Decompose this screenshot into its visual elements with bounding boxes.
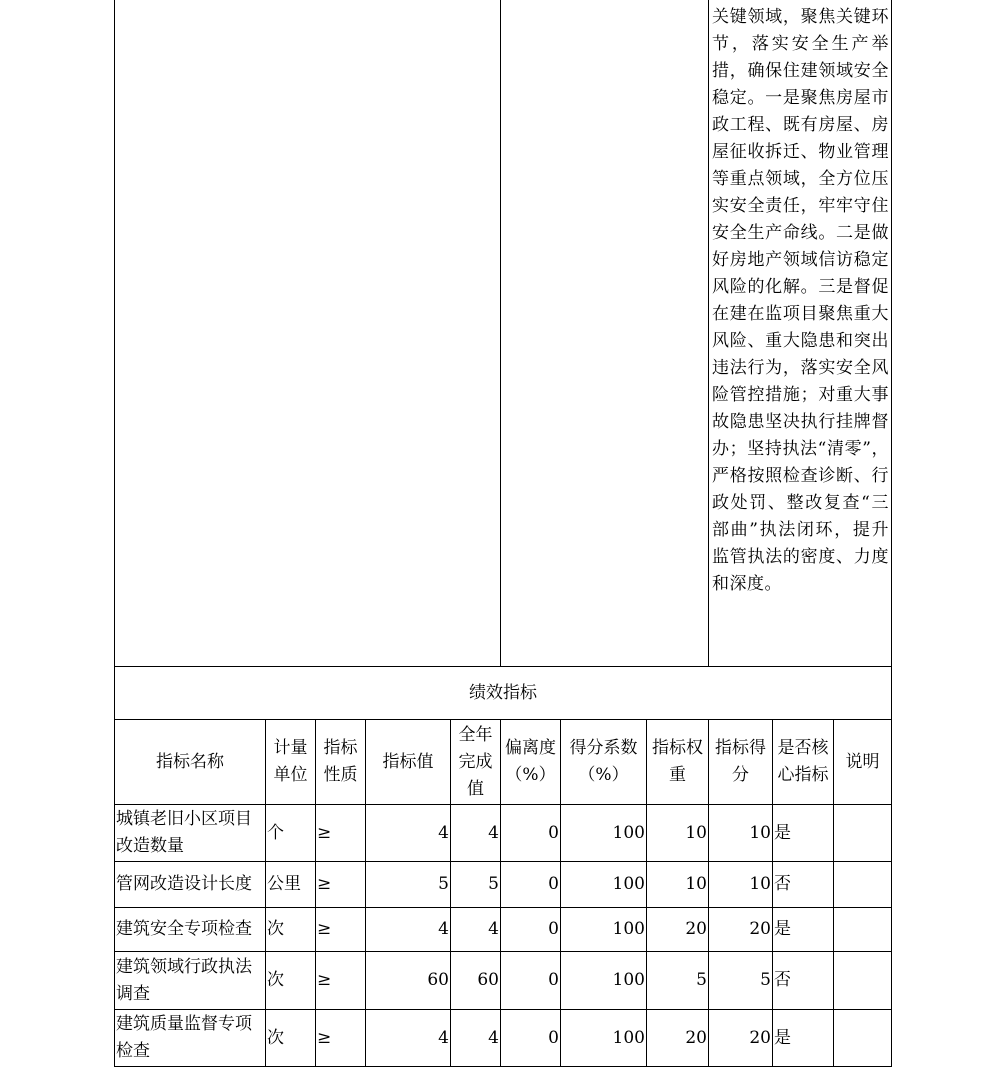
row-weight: 20 (647, 908, 709, 952)
row-name: 城镇老旧小区项目改造数量 (115, 805, 266, 862)
row-actual: 5 (451, 862, 501, 908)
row-nature: ≥ (316, 908, 366, 952)
row-core: 是 (773, 805, 834, 862)
header-note: 说明 (834, 720, 892, 805)
row-target: 4 (366, 1010, 451, 1067)
row-name: 建筑安全专项检查 (115, 908, 266, 952)
row-note (834, 862, 892, 908)
row-core: 是 (773, 908, 834, 952)
description-row (115, 0, 892, 667)
row-note (834, 908, 892, 952)
row-unit: 次 (266, 908, 316, 952)
row-actual: 60 (451, 952, 501, 1010)
header-unit: 计量单位 (266, 720, 316, 805)
row-deviation: 0 (501, 908, 561, 952)
header-name: 指标名称 (115, 720, 266, 805)
row-deviation: 0 (501, 805, 561, 862)
section-title: 绩效指标 (115, 667, 892, 720)
row-coef: 100 (561, 805, 647, 862)
row-actual: 4 (451, 1010, 501, 1067)
row-core: 否 (773, 952, 834, 1010)
row-core: 是 (773, 1010, 834, 1067)
row-note (834, 952, 892, 1010)
row-unit: 个 (266, 805, 316, 862)
header-nature: 指标性质 (316, 720, 366, 805)
row-weight: 20 (647, 1010, 709, 1067)
section-title-row (115, 667, 892, 720)
performance-table (114, 0, 892, 1067)
row-coef: 100 (561, 908, 647, 952)
header-actual: 全年完成值 (451, 720, 501, 805)
row-weight: 10 (647, 805, 709, 862)
header-deviation: 偏离度（%） (501, 720, 561, 805)
header-target: 指标值 (366, 720, 451, 805)
header-core: 是否核心指标 (773, 720, 834, 805)
row-weight: 5 (647, 952, 709, 1010)
empty-cell-left (115, 0, 501, 667)
row-score: 20 (709, 908, 773, 952)
row-deviation: 0 (501, 862, 561, 908)
row-score: 10 (709, 805, 773, 862)
row-note (834, 805, 892, 862)
row-note (834, 1010, 892, 1067)
row-unit: 公里 (266, 862, 316, 908)
row-actual: 4 (451, 805, 501, 862)
row-nature: ≥ (316, 1010, 366, 1067)
table-row (115, 952, 892, 1010)
row-nature: ≥ (316, 805, 366, 862)
header-row (115, 720, 892, 805)
row-score: 5 (709, 952, 773, 1010)
row-unit: 次 (266, 952, 316, 1010)
table-row (115, 908, 892, 952)
row-name: 管网改造设计长度 (115, 862, 266, 908)
row-score: 20 (709, 1010, 773, 1067)
row-target: 4 (366, 805, 451, 862)
row-name: 建筑领域行政执法调查 (115, 952, 266, 1010)
table-row (115, 862, 892, 908)
empty-cell-middle (501, 0, 709, 667)
row-nature: ≥ (316, 952, 366, 1010)
header-score: 指标得分 (709, 720, 773, 805)
row-deviation: 0 (501, 952, 561, 1010)
row-coef: 100 (561, 1010, 647, 1067)
row-nature: ≥ (316, 862, 366, 908)
description-text: 关键领域，聚焦关键环节，落实安全生产举措，确保住建领域安全稳定。一是聚焦房屋市政工程、既有房屋、房屋征收拆迁、物业管理等重点领域，全方位压实安全责任，牢牢守住安全生产命线。二是做好房地产领域信访稳定风险的化解。三是督促在建在监项目聚焦重大风险、重大隐患和突出违法行为，落实安全风险管控措施；对重大事故隐患坚决执行挂牌督办；坚持执法“清零”，严格按照检查诊断、行政处罚、整改复查“三部曲”执法闭环，提升监管执法的密度、力度和深度。 (709, 0, 892, 667)
row-score: 10 (709, 862, 773, 908)
header-coef: 得分系数（%） (561, 720, 647, 805)
row-target: 4 (366, 908, 451, 952)
row-name: 建筑质量监督专项检查 (115, 1010, 266, 1067)
table-row (115, 1010, 892, 1067)
row-deviation: 0 (501, 1010, 561, 1067)
row-weight: 10 (647, 862, 709, 908)
row-core: 否 (773, 862, 834, 908)
row-coef: 100 (561, 952, 647, 1010)
table-row (115, 805, 892, 862)
row-unit: 次 (266, 1010, 316, 1067)
row-actual: 4 (451, 908, 501, 952)
row-target: 5 (366, 862, 451, 908)
row-coef: 100 (561, 862, 647, 908)
row-target: 60 (366, 952, 451, 1010)
header-weight: 指标权重 (647, 720, 709, 805)
